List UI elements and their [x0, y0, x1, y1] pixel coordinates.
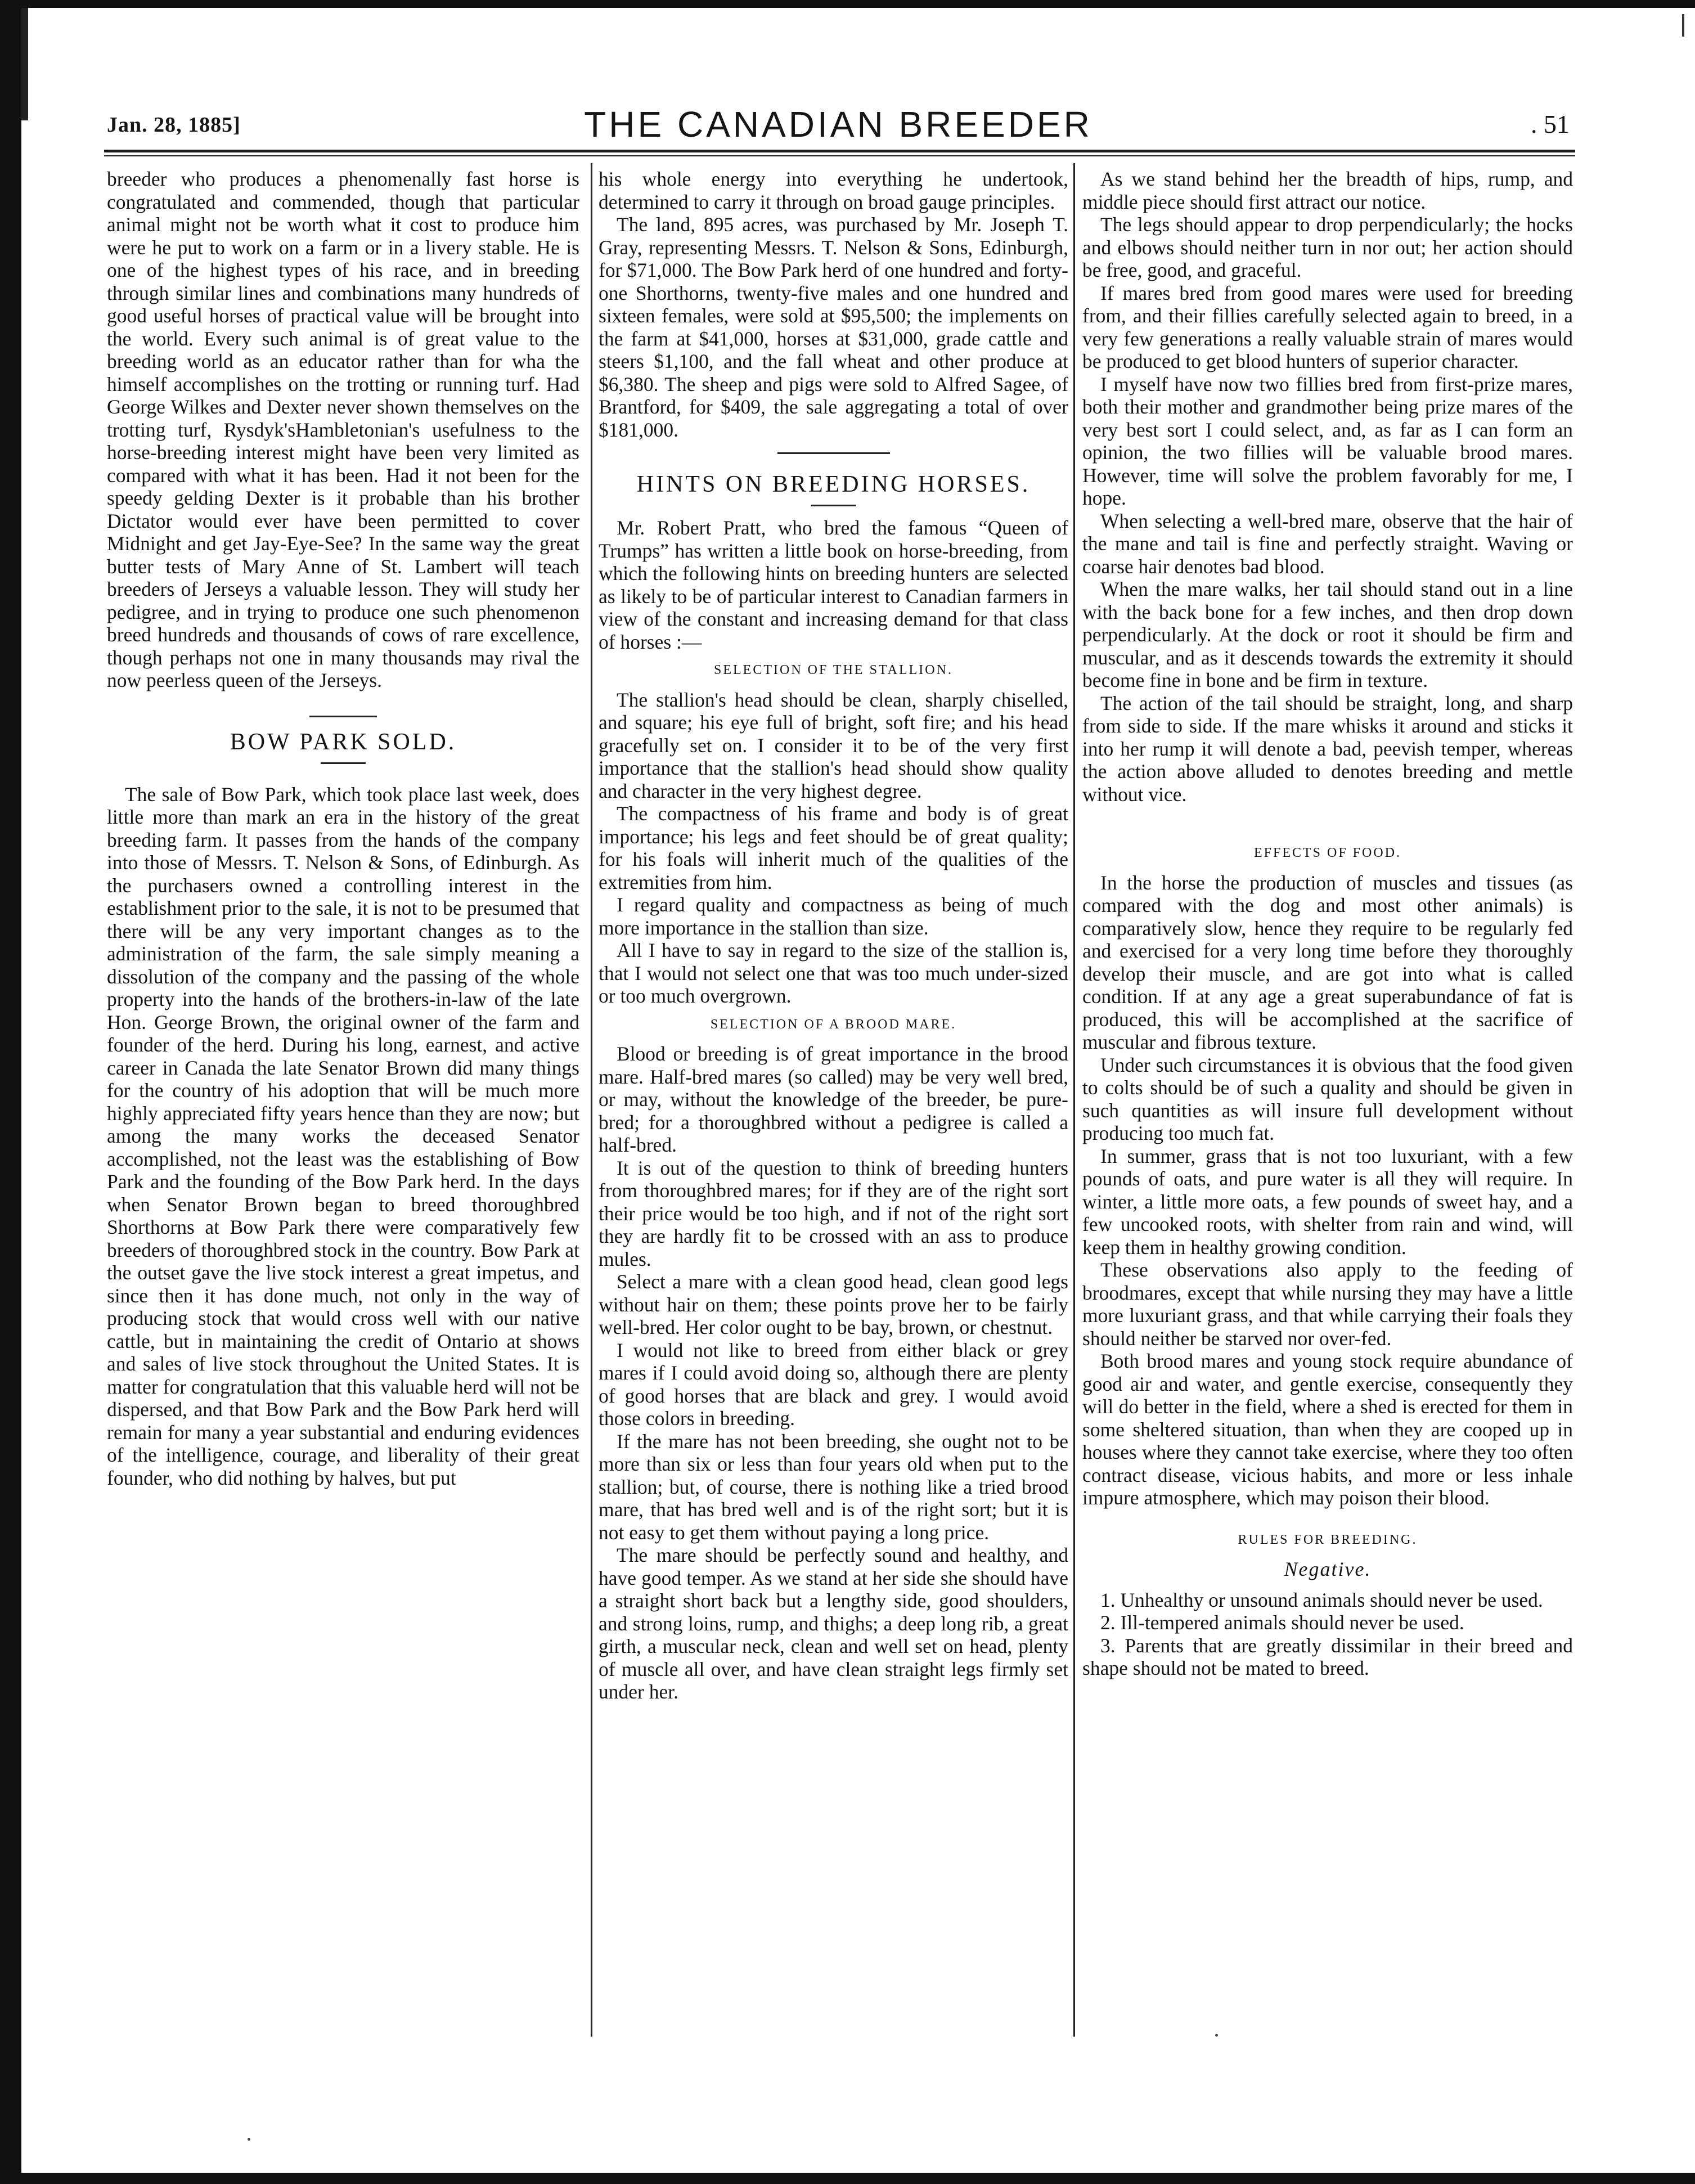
paragraph: Select a mare with a clean good head, clean good legs without hair on them; these points prove her to be fairly well-bred. Her color ought to be bay, brown, or chestnut. — [599, 1270, 1068, 1338]
rule-item: 2. Ill-tempered animals should never be used. — [1100, 1611, 1464, 1634]
paragraph: I regard quality and compactness as being of much more importance in the stallion than size. — [599, 893, 1068, 939]
paragraph: If the mare has not been breeding, she ought not to be more than six or less than four years old when put to the stallion; but, of course, there is nothing like a tried brood mare, that has bred well and is of the right sort; but it is not easy to get them without paying a long price. — [599, 1430, 1068, 1544]
paragraph: When selecting a well-bred mare, observe that the hair of the mane and tail is fine and perfectly straight. Waving or coarse hair denotes bad blood. — [1082, 509, 1573, 578]
column-3 — [1082, 168, 1573, 1680]
rule-item: 3. Parents that are greatly dissimilar in their breed and shape should not be mated to breed. — [1082, 1634, 1573, 1679]
scan-border-corner — [21, 8, 28, 120]
column-divider — [591, 163, 592, 2037]
scan-speck — [1215, 2034, 1218, 2037]
scan-border-top — [0, 0, 1695, 8]
paragraph: The sale of Bow Park, which took place last week, does little more than mark an era in the history of the great breeding farm. It passes from the hands of the company into those of Messrs. T. Nelson & Sons, of Edinburgh. As the purchasers owned a controlling interest in the establishment prior to the sale, it is not to be presumed that there will be any very important changes as to the administration of the farm, the sale simply meaning a dissolution of the company and the passing of the whole property into the hands of the brothers-in-law of the late Hon. George Brown, the original owner of the farm and founder of the herd. During his long, earnest, and active career in Canada the late Senator Brown did many things for the country of his adoption that will be much more highly appreciated fifty years hence than they are now; but among the many works the deceased Senator accomplished, not the least was the establishing of Bow Park and the founding of the Bow Park herd. In the days when Senator Brown began to breed thoroughbred Shorthorns at Bow Park there were comparatively few breeders of thoroughbred stock in the country. Bow Park at the outset gave the live stock interest a great impetus, and since then it has done much, not only in the way of producing stock that would cross well with our native cattle, but in maintaining the credit of Ontario at shows and sales of live stock throughout the United States. It is matter for congratulation that this valuable herd will not be dispersed, and that Bow Park and the Bow Park herd will remain for many a year substantial and enduring evidences of the intelligence, courage, and liberality of their great founder, who did nothing by halves, but put — [107, 783, 579, 1489]
scan-border-bottom — [0, 2173, 1695, 2184]
subheading-negative: Negative. — [1284, 1558, 1372, 1580]
paragraph: It is out of the question to think of breeding hunters from thoroughbred mares; for if they are of the right sort their price would be too high, and if not of the right sort they are hardly fit to be crossed with an ass to produce mules. — [599, 1156, 1068, 1270]
paragraph: The land, 895 acres, was purchased by Mr. Joseph T. Gray, representing Messrs. T. Nelson & Sons, Edinburgh, for $71,000. The Bow Park herd of one hundred and forty-one Shorthorns, twenty-five males and one hundred and sixteen females, were sold at $95,500; the implements on the farm at $41,000, horses at $31,000, grade cattle and steers $1,100, and the fall wheat and other produce at $6,380. The sheep and pigs were sold to Alfred Sagee, of Brantford, for $409, the sale aggregating a total of over $181,000. — [599, 213, 1068, 441]
paragraph: breeder who produces a phenomenally fast horse is congratulated and commended, though that particular animal might not be worth what it cost to produce him were he put to work on a farm or in a livery stable. He is one of the highest types of his race, and in breeding through similar lines and combinations many hundreds of good useful horses of practical value will be brought into the world. Every such animal is of great value to the breeding world as an educator rather than for wha the himself accomplishes on the trotting or running turf. Had George Wilkes and Dexter never shown themselves on the trotting turf, Rysdyk'sHambletonian's usefulness to the horse-breeding interest might have been very limited as compared with what it has been. Had it not been for the speedy gelding Dexter is it probable than his brother Dictator would ever have been permitted to cover Midnight and get Jay-Eye-See? In the same way the great butter tests of Mary Anne of St. Lambert will teach breeders of Jerseys a valuable lesson. They will study her pedigree, and in trying to produce one such phenomenon breed hundreds and thousands of cows of rare excellence, though perhaps not one in many thousands may rival the now peerless queen of the Jerseys. — [107, 168, 579, 691]
paragraph: Mr. Robert Pratt, who bred the famous “Queen of Trumps” has written a little book on horse-breeding, from which the following hints on breeding hunters are selected as likely to be of particular interest to Canadian farmers in view of the constant and increasing demand for that class of horses :— — [599, 516, 1068, 653]
subheading-selection-brood-mare: SELECTION OF A BROOD MARE. — [710, 1017, 957, 1032]
rule-item: 1. Unhealthy or unsound animals should never be used. — [1100, 1588, 1543, 1611]
article-heading-bow-park-sold: BOW PARK SOLD. — [230, 729, 457, 755]
paragraph: When the mare walks, her tail should stand out in a line with the back bone for a few inches, and then drop down perpendicularly. At the dock or root it should be firm and muscular, and as it descends towards the extremity it should become fine in bone and be firm in texture. — [1082, 578, 1573, 691]
subheading-rules-for-breeding: RULES FOR BREEDING. — [1238, 1532, 1418, 1547]
paragraph: If mares bred from good mares were used for breeding from, and their fillies carefully selected again to breed, in a very few generations a really valuable strain of mares would be produced to get blood hunters of superior character. — [1082, 281, 1573, 372]
column-2 — [599, 168, 1068, 1704]
paragraph: The mare should be perfectly sound and healthy, and have good temper. As we stand at her side she should have a straight short back but a lengthy side, good shoulders, and strong loins, rump, and thighs; a deep long rib, a great girth, a muscular neck, clean and well set on head, plenty of muscle all over, and have clean straight legs firmly set under her. — [599, 1544, 1068, 1703]
paragraph: I myself have now two fillies bred from first-prize mares, both their mother and grandmother being prize mares of the very best sort I could select, and, as far as I can form an opinion, the two fillies will be valuable brood mares. However, time will solve the problem favorably for me, I hope. — [1082, 372, 1573, 509]
header-rule-thick — [104, 150, 1575, 152]
newspaper-title: THE CANADIAN BREEDER — [584, 104, 1092, 145]
paragraph: I would not like to breed from either black or grey mares if I could avoid doing so, although there are plenty of good horses that are black and grey. I would avoid those colors in breeding. — [599, 1338, 1068, 1430]
paragraph: The stallion's head should be clean, sharply chiselled, and square; his eye full of bright, soft fire; and his head gracefully set on. I consider it to be of the very first importance that the stallion's head should show quality and character in the very highest degree. — [599, 688, 1068, 802]
rules-list — [1082, 1589, 1573, 1680]
scan-mark — [1682, 14, 1684, 37]
paragraph: These observations also apply to the feeding of broodmares, except that while nursing they may have a little more luxuriant grass, and that while carrying their foals they should neither be starved nor over-fed. — [1082, 1259, 1573, 1350]
header-rule-thin — [104, 155, 1575, 156]
paragraph: In summer, grass that is not too luxuriant, with a few pounds of oats, and pure water is all they will require. In winter, a little more oats, a few pounds of sweet hay, and a few uncooked roots, with shelter from rain and wind, will keep them in healthy growing condition. — [1082, 1144, 1573, 1259]
paragraph: The action of the tail should be straight, long, and sharp from side to side. If the mare whisks it around and sticks it into her rump it will denote a bad, peevish temper, whereas the action above alluded to denotes breeding and mettle without vice. — [1082, 691, 1573, 806]
masthead — [107, 104, 1570, 145]
scan-speck — [248, 2138, 250, 2141]
subheading-effects-of-food: EFFECTS OF FOOD. — [1253, 846, 1402, 860]
article-heading-hints-on-breeding: HINTS ON BREEDING HORSES. — [636, 471, 1031, 497]
column-1 — [107, 168, 579, 1489]
paragraph: As we stand behind her the breadth of hips, rump, and middle piece should first attract our notice. — [1082, 168, 1573, 213]
paragraph: his whole energy into everything he undertook, determined to carry it through on broad gauge principles. — [599, 168, 1068, 213]
paragraph: Blood or breeding is of great importance in the brood mare. Half-bred mares (so called) may be very well bred, or may, without the knowledge of the breeder, be pure-bred; for a thoroughbred without a pedigree is called a half-bred. — [599, 1042, 1068, 1156]
page-number: . 51 — [1531, 110, 1570, 138]
column-divider — [1073, 163, 1075, 2037]
paragraph: The legs should appear to drop perpendicularly; the hocks and elbows should neither turn in nor out; her action should be free, good, and graceful. — [1082, 213, 1573, 281]
scan-border-left — [0, 0, 21, 2184]
paragraph: The compactness of his frame and body is of great importance; his legs and feet should be of great quality; for his foals will inherit much of the qualities of the extremities from him. — [599, 802, 1068, 893]
subheading-selection-stallion: SELECTION OF THE STALLION. — [714, 663, 953, 677]
paragraph: In the horse the production of muscles and tissues (as compared with the dog and most other animals) is comparatively slow, hence they require to be regularly fed and exercised for a very long time before they thoroughly develop their muscle, and are got into what is called condition. If at any age a great superabundance of fat is produced, this will be accomplished at the sacrifice of muscular and fibrous texture. — [1082, 871, 1573, 1053]
paragraph: Under such circumstances it is obvious that the food given to colts should be of such a quality and should be given in such quantities as will insure full development without producing too much fat. — [1082, 1053, 1573, 1144]
issue-date: Jan. 28, 1885] — [107, 113, 241, 137]
paragraph: All I have to say in regard to the size of the stallion is, that I would not select one that was too much under-sized or too much overgrown. — [599, 939, 1068, 1007]
paragraph: Both brood mares and young stock require abundance of good air and water, and gentle exercise, consequently they will do better in the field, where a shed is erected for them in some sheltered situation, than when they are cooped up in houses where they cannot take exercise, where they too often contract disease, vicious habits, and more or less inhale impure atmosphere, which may poison their blood. — [1082, 1350, 1573, 1509]
